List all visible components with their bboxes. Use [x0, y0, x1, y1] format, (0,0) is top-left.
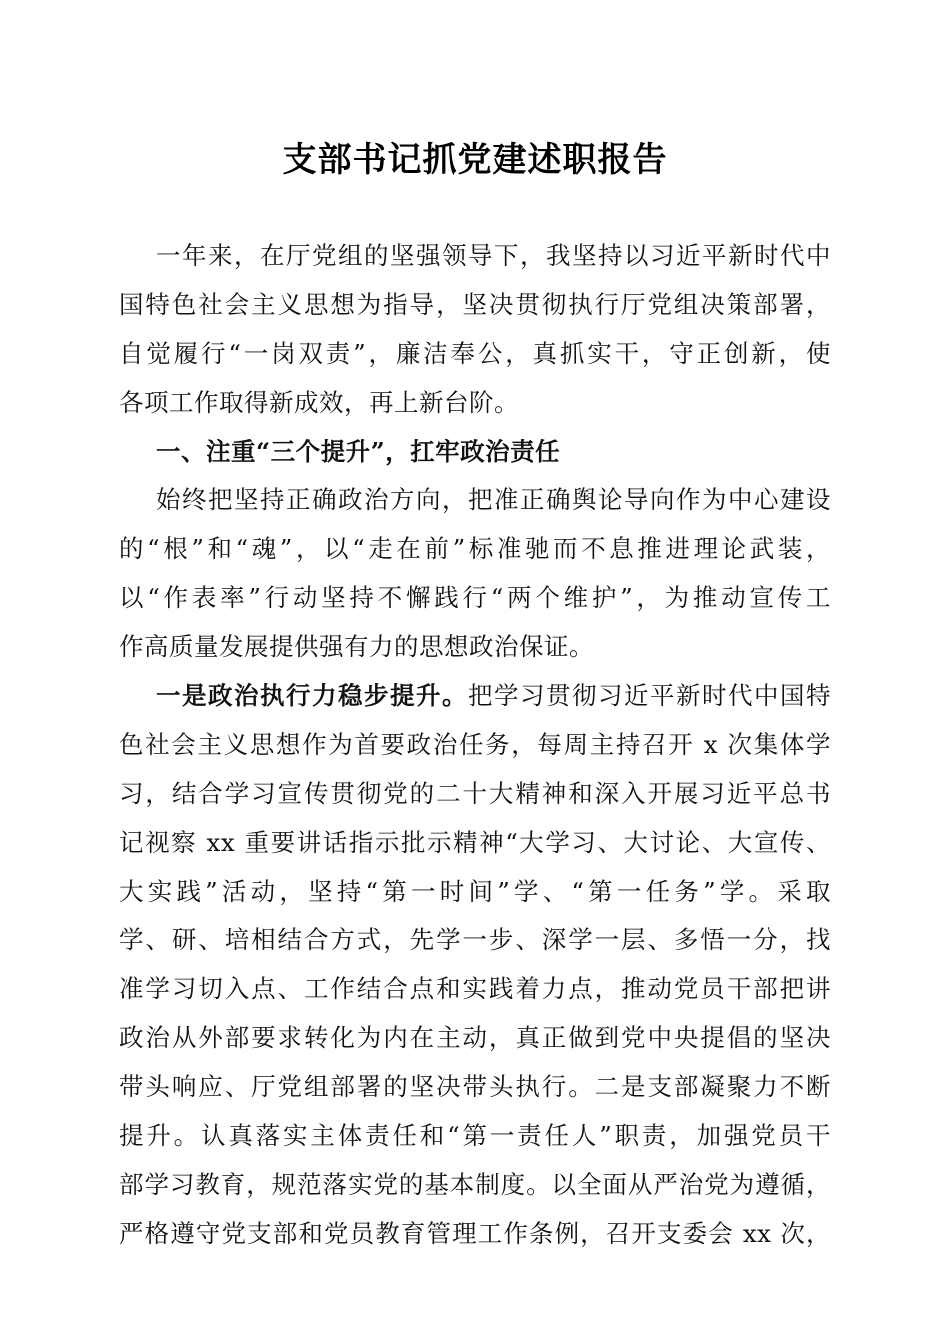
paragraph-line: 严格遵守党支部和党员教育管理工作条例，召开支委会 xx 次， — [119, 1218, 831, 1248]
paragraph-line: 提升。认真落实主体责任和“第一责任人”职责，加强党员干 — [119, 1121, 831, 1151]
paragraph-line: 国特色社会主义思想为指导，坚决贯彻执行厅党组决策部署， — [119, 289, 831, 319]
paragraph-line: 始终把坚持正确政治方向，把准正确舆论导向作为中心建设 — [156, 485, 831, 515]
paragraph-line: 一年来，在厅党组的坚强领导下，我坚持以习近平新时代中 — [156, 241, 831, 270]
document-body — [119, 232, 831, 1259]
paragraph-line: 学、研、培相结合方式，先学一步、深学一层、多悟一分，找 — [119, 925, 831, 955]
section-heading: 一、注重“三个提升”，扛牢政治责任 — [156, 436, 561, 466]
paragraph-line: 政治从外部要求转化为内在主动，真正做到党中央提倡的坚决 — [119, 1023, 831, 1053]
paragraph-line: 的“根”和“魂”，以“走在前”标准驰而不息推进理论武装， — [119, 534, 831, 564]
paragraph-line-continuation: 把学习贯彻习近平新时代中国特 — [468, 681, 831, 711]
paragraph-line — [119, 672, 831, 721]
paragraph-line: 以“作表率”行动坚持不懈践行“两个维护”，为推动宣传工 — [119, 583, 831, 613]
paragraph-line: 自觉履行“一岗双责”，廉洁奉公，真抓实干，守正创新，使 — [119, 338, 831, 368]
paragraph-line: 大实践”活动，坚持“第一时间”学、“第一任务”学。采取 — [119, 876, 831, 906]
paragraph-line: 色社会主义思想作为首要政治任务，每周主持召开 x 次集体学 — [119, 729, 831, 759]
paragraph-line: 准学习切入点、工作结合点和实践着力点，推动党员干部把讲 — [119, 974, 831, 1004]
paragraph-line: 带头响应、厅党组部署的坚决带头执行。二是支部凝聚力不断 — [119, 1072, 831, 1102]
subheading-inline: 一是政治执行力稳步提升。 — [156, 681, 468, 711]
paragraph-line: 作高质量发展提供强有力的思想政治保证。 — [119, 632, 594, 662]
document-title: 支部书记抓党建述职报告 — [282, 140, 668, 180]
paragraph-line: 各项工作取得新成效，再上新台阶。 — [119, 387, 519, 417]
paragraph-line: 部学习教育，规范落实党的基本制度。以全面从严治党为遵循， — [119, 1169, 831, 1199]
paragraph-line: 习，结合学习宣传贯彻党的二十大精神和深入开展习近平总书 — [119, 778, 831, 808]
paragraph-line: 记视察 xx 重要讲话指示批示精神“大学习、大讨论、大宣传、 — [119, 827, 831, 857]
